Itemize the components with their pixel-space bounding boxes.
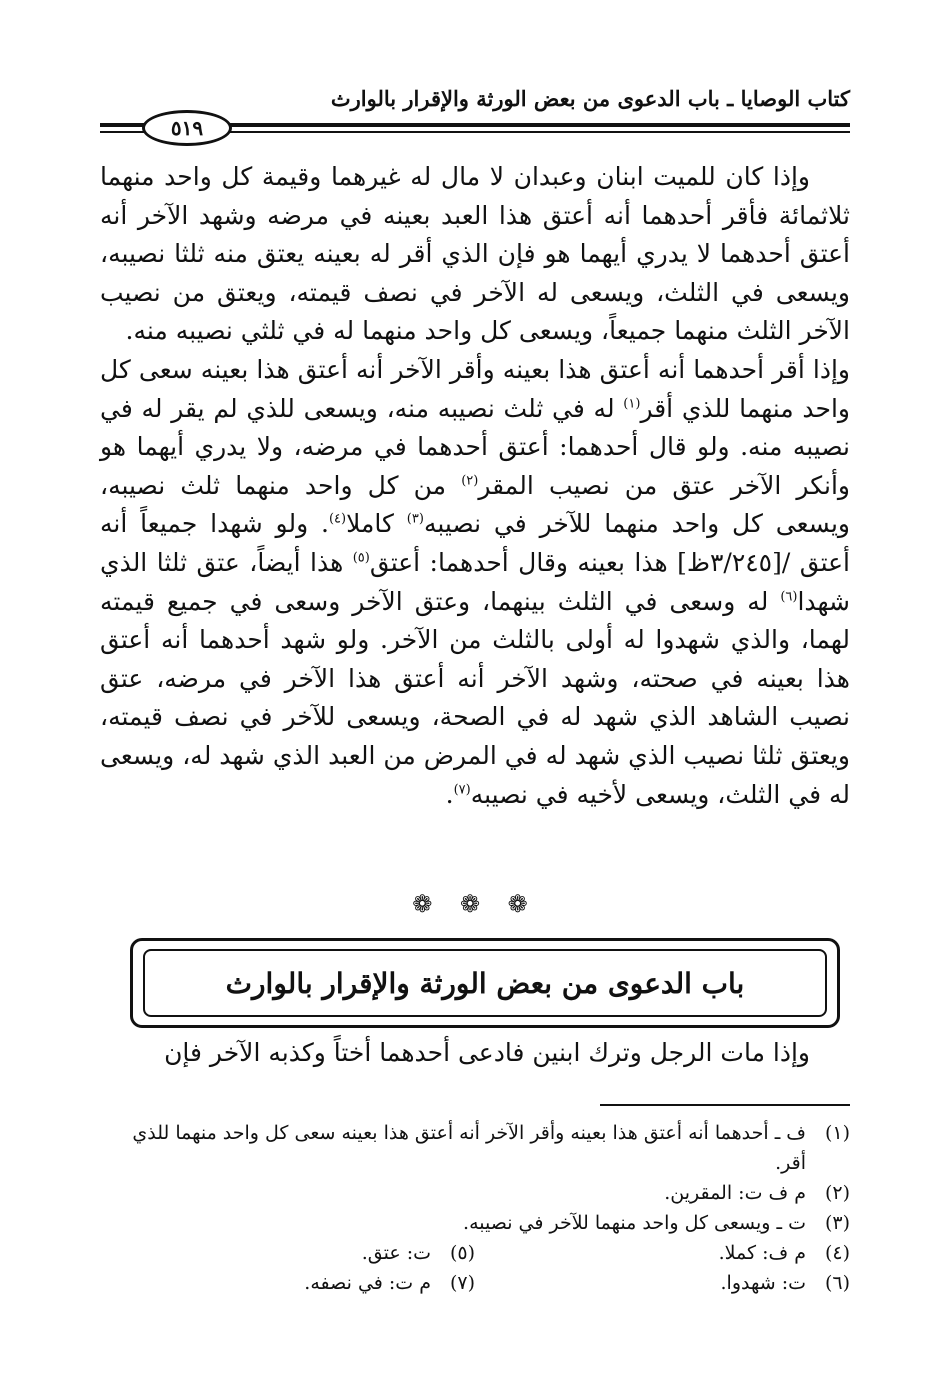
footnote-ref-2: (٢): [461, 473, 479, 489]
footnote-text: ف ـ أحدهما أنه أعتق هذا بعينه وأقر الآخر أنه أعتق هذا بعينه سعى كل واحد منهما للذي أقر.: [132, 1122, 806, 1174]
paragraph-2-part-b: له في ثلث نصيبه منه، ويسعى للذي لم يقر له في نصيبه منه. ولو قال أحدهما: أعتق أحدهما في مرضه، ولا يدري أيهما هو وأنكر الآخر عتق من نصيب المقر: [100, 393, 850, 500]
footnote-text: ت: شهدوا.: [720, 1272, 806, 1294]
footnote-number: (٦): [824, 1272, 850, 1294]
footnote-text: ت: عتق.: [361, 1242, 431, 1264]
footnote-ref-1: (١): [623, 396, 641, 412]
footnote-number: (٤): [824, 1242, 850, 1264]
footnote-ref-4: (٤): [328, 512, 347, 528]
paragraph-2-part-a: وإذا أقر أحدهما أنه أعتق هذا بعينه وأقر الآخر أنه أعتق هذا بعينه سعى كل واحد منهما للذي أقر: [100, 354, 850, 423]
footnote-text: م ف: كملا.: [718, 1242, 806, 1264]
footnote-row: [100, 1238, 850, 1268]
footnote-text: م ف ت: المقرين.: [664, 1182, 806, 1204]
footnote-number: (٣): [824, 1212, 850, 1234]
footnote-5: [100, 1238, 475, 1268]
paragraph-1: وإذا كان للميت ابنان وعبدان لا مال له غيرهما وقيمة كل واحد منهما ثلاثمائة فأقر أحدهما أنه أعتق هذا العبد بعينه في مرضه وشهد الآخر أنه أعتق أحدهما لا يدري أيهما هو فإن الذي أقر له بعينه يعتق منه ثلثا نصيبه، ويسعى في الثلث، ويسعى له الآخر في نصف قيمته، ويعتق من نصيب الآخر الثلث منهما جميعاً، ويسعى كل واحد منهما له في ثلثي نصيبه منه.: [100, 162, 850, 346]
footnote-separator-rule: [600, 1104, 850, 1106]
footnote-text: ت ـ ويسعى كل واحد منهما للآخر في نصيبه.: [463, 1212, 806, 1234]
chapter-opening-line: وإذا مات الرجل وترك ابنين فادعى أحدهما أختاً وكذبه الآخر فإن: [164, 1038, 810, 1067]
paragraph-2-part-f: هذا أيضاً، عتق ثلثا الذي شهدا: [100, 547, 850, 616]
footnote-number: (١): [824, 1122, 850, 1144]
paragraph-2-part-c: من كل واحد منهما ثلث نصيبه، ويسعى كل واحد منهما للآخر في نصيبه: [100, 470, 850, 539]
section-separator: ❁ ❁ ❁: [412, 890, 538, 918]
footnote-1: [100, 1118, 850, 1178]
footnotes: [100, 1118, 850, 1298]
footnote-3: [100, 1208, 850, 1238]
paragraph-2-part-d: كاملا: [346, 509, 407, 539]
footnote-ref-5: (٥): [352, 550, 370, 566]
paragraph-2-part-g: له وسعى في الثلث بينهما، وعتق الآخر وسعى في جميع قيمته لهما، والذي شهدوا له أولى بالثلث من الآخر. ولو شهد أحدهما أنه أعتق هذا بعينه في صحته، وشهد الآخر أنه أعتق هذا الآخر في مرضه، عتق نصيب الشاهد الذي شهد له في الصحة، ويسعى للآخر في نصف قيمته، ويعتق ثلثا نصيب الذي شهد له في المرض من العبد الذي شهد له، ويسعى له في الثلث، ويسعى لأخيه في نصيبه: [100, 586, 850, 809]
footnote-ref-6: (٦): [780, 589, 798, 605]
footnote-number: (٢): [824, 1182, 850, 1204]
page-number-text: ٥١٩: [170, 116, 204, 140]
footnote-ref-7: (٧): [453, 782, 471, 798]
footnote-row: [100, 1268, 850, 1298]
chapter-title: باب الدعوى من بعض الورثة والإقرار بالوارث: [225, 966, 745, 1000]
footnote-number: (٧): [449, 1272, 475, 1294]
footnote-2: [100, 1178, 850, 1208]
footnote-text: م ت: في نصفه.: [304, 1272, 431, 1294]
paragraph-2: [100, 351, 850, 814]
footnote-7: [100, 1268, 475, 1298]
running-header-title: كتاب الوصايا ـ باب الدعوى من بعض الورثة والإقرار بالوارث: [330, 86, 850, 111]
footnote-4: [475, 1238, 850, 1268]
footnote-6: [475, 1268, 850, 1298]
paragraph-2-part-h: .: [445, 779, 454, 809]
main-text: [100, 158, 850, 814]
footnote-number: (٥): [449, 1242, 475, 1264]
footnote-ref-3: (٣): [406, 512, 424, 528]
page-number: [142, 110, 232, 146]
paragraph-2-part-e: . ولو شهدا جميعاً أنه أعتق /[٣/٢٤٥ظ] هذا بعينه وقال أحدهما: أعتق: [100, 509, 850, 577]
chapter-heading-frame: [130, 938, 840, 1028]
